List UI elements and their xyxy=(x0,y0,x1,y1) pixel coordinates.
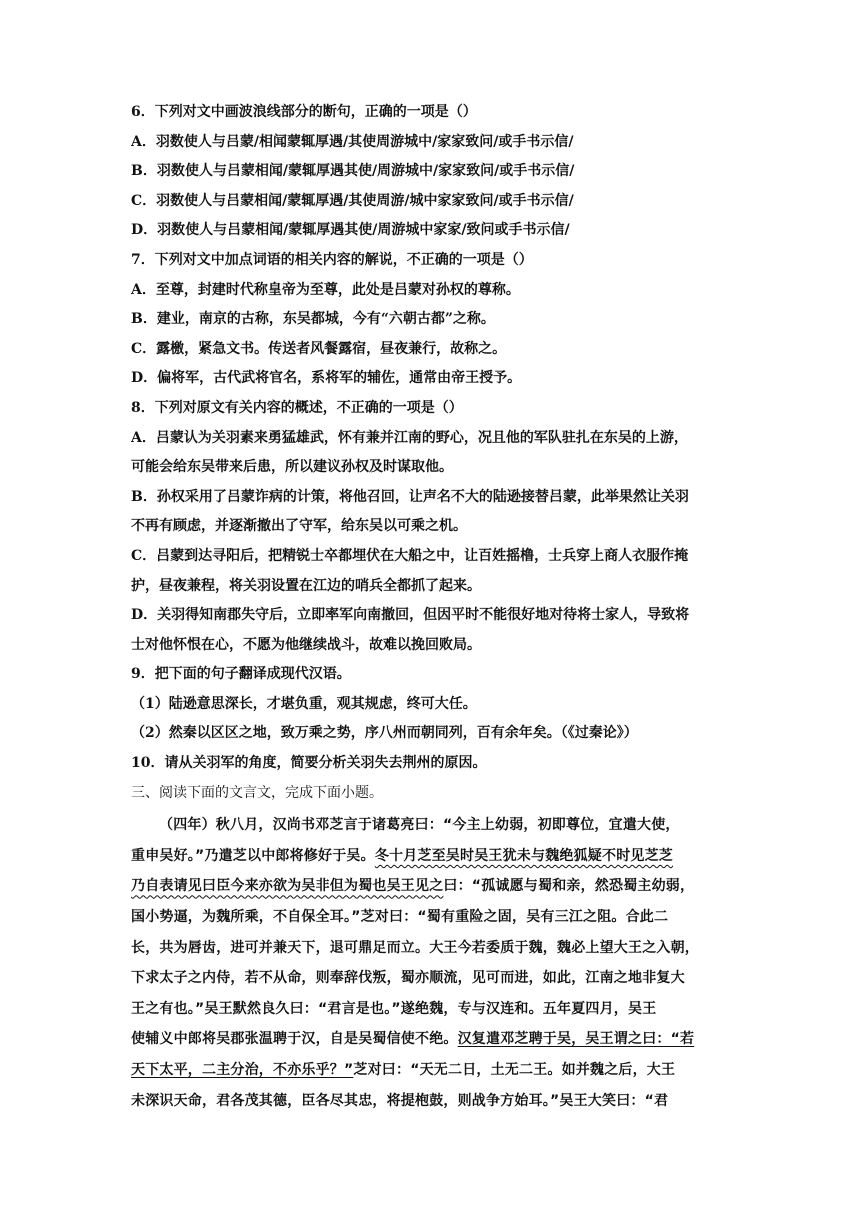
question-9-item-2: （2）然秦以区区之地，致万乘之势，序八州而朝同列，百有余年矣。（《过秦论》） xyxy=(131,725,638,742)
passage-line: 国小势逼，为魏所乘，不自保全耳。”芝对曰：“蜀有重险之固，吴有三江之阻。合此二 xyxy=(131,909,669,926)
passage-line xyxy=(131,841,731,872)
question-8-option-c-line-1: C．吕蒙到达寻阳后，把精锐士卒都埋伏在大船之中，让百姓摇橹，士兵穿上商人衣服作掩 xyxy=(131,547,689,564)
question-9-stem: 9．把下面的句子翻译成现代汉语。 xyxy=(131,666,351,683)
question-9-item-1: （1）陆逊意思深长，才堪负重，观其规虑，终可大任。 xyxy=(131,695,477,712)
question-6-stem: 6．下列对文中画波浪线部分的断句，正确的一项是（） xyxy=(131,104,477,120)
question-8-option-c-line-2: 护，昼夜兼程，将关羽设置在江边的哨兵全都抓了起来。 xyxy=(131,577,481,594)
question-8-option-b-line-2: 不再有顾虑，并逐渐撤出了守军，给东吴以可乘之机。 xyxy=(131,518,467,535)
question-7-option-b: B．建业，南京的古称，东吴都城，今有“六朝古都”之称。 xyxy=(131,311,495,328)
question-8-option-a-line-2: 可能会给东吴带来后患，所以建议孙权及时谋取他。 xyxy=(131,459,453,476)
wavy-underlined-text: 冬十月芝至吴时吴王犹未与魏绝狐疑不时见芝芝 xyxy=(374,847,674,864)
content-column xyxy=(131,98,731,1116)
question-8-stem: 8．下列对原文有关内容的概述，不正确的一项是（） xyxy=(131,399,463,416)
question-6-option-c: C．羽数使人与吕蒙相闻/蒙辄厚遇/其使周游/城中家家致问/或手书示信/ xyxy=(131,192,574,209)
passage-line: 未深识天命，君各茂其德，臣各尽其忠，将提枹鼓，则战争方始耳。”吴王大笑曰：“君 xyxy=(131,1092,669,1109)
question-7-option-a: A．至尊，封建时代称皇帝为至尊，此处是吕蒙对孙权的尊称。 xyxy=(131,281,520,298)
question-8-option-d-line-2: 士对他怀恨在心，不愿为他继续战斗，故难以挽回败局。 xyxy=(131,636,481,653)
passage-line: 王之有也。”吴王默然良久曰：“君言是也。”遂绝魏，专与汉连和。五年夏四月，吴王 xyxy=(131,1000,657,1017)
passage-text: 曰：“孤诚愿与蜀和亲，然恐蜀主幼弱， xyxy=(443,878,695,895)
question-6-option-b: B．羽数使人与吕蒙相闻/蒙辄厚遇其使/周游城中/家家致问/或手书示信/ xyxy=(131,163,575,180)
question-10-stem: 10．请从关羽军的角度，简要分析关羽失去荆州的原因。 xyxy=(131,755,487,772)
question-7-option-d: D．偏将军，古代武将官名，系将军的辅佐，通常由帝王授予。 xyxy=(131,370,522,387)
underlined-sentence: 天下太平，二主分治，不亦乐乎？” xyxy=(131,1062,354,1078)
passage-line: 长，共为唇齿，进可并兼天下，退可鼎足而立。大王今若委质于魏，魏必上望大王之入朝， xyxy=(131,939,699,956)
question-6-option-d: D．羽数使人与吕蒙相闻/蒙辄厚遇其使/周游城中家家/致问或手书示信/ xyxy=(131,222,570,239)
section-3-heading: 三、阅读下面的文言文，完成下面小题。 xyxy=(131,784,383,801)
underlined-sentence: 汉复遣邓芝聘于吴，吴王谓之曰：“若 xyxy=(457,1031,695,1048)
question-7-option-c: C．露檄，紧急文书。传送者风餐露宿，昼夜兼行，故称之。 xyxy=(131,340,507,357)
question-8-option-d-line-1: D．关羽得知南郡失守后，立即率军向南撤回，但因平时不能很好地对待将士家人，导致将 xyxy=(131,607,690,624)
question-7-stem: 7．下列对文中加点词语的相关内容的解说，不正确的一项是（） xyxy=(131,251,533,268)
passage-text: 芝对曰：“天无二日，土无二王。如并魏之后，大王 xyxy=(353,1062,676,1078)
passage-line: 下求太子之内侍，若不从命，则奉辞伐叛，蜀亦顺流，见可而进，如此，江南之地非复大 xyxy=(131,970,685,987)
passage-text: 重申吴好。”乃遣芝以中郎将修好于吴。 xyxy=(131,847,375,864)
passage-line: （四年）秋八月，汉尚书邓芝言于诸葛亮曰：“今主上幼弱，初即尊位，宜遣大使， xyxy=(159,817,680,834)
passage-line xyxy=(131,871,731,902)
question-6-option-a: A．羽数使人与吕蒙/相闻蒙辄厚遇/其使周游城中/家家致问/或手书示信/ xyxy=(131,133,574,150)
passage-line xyxy=(131,1024,731,1055)
question-8-option-b-line-1: B．孙权采用了吕蒙诈病的计策，将他召回，让声名不大的陆逊接替吕蒙，此举果然让关羽 xyxy=(131,488,689,505)
wavy-underlined-text: 乃自表请见曰臣今来亦欲为吴非但为蜀也吴王见之 xyxy=(131,878,444,895)
passage-text: 使辅义中郎将吴郡张温聘于汉，自是吴蜀信使不绝。 xyxy=(131,1031,458,1048)
question-8-option-a-line-1: A．吕蒙认为关羽素来勇猛雄武，怀有兼并江南的野心，况且他的军队驻扎在东吴的上游， xyxy=(131,429,688,446)
passage-line xyxy=(131,1055,731,1086)
classical-passage xyxy=(131,810,731,1116)
